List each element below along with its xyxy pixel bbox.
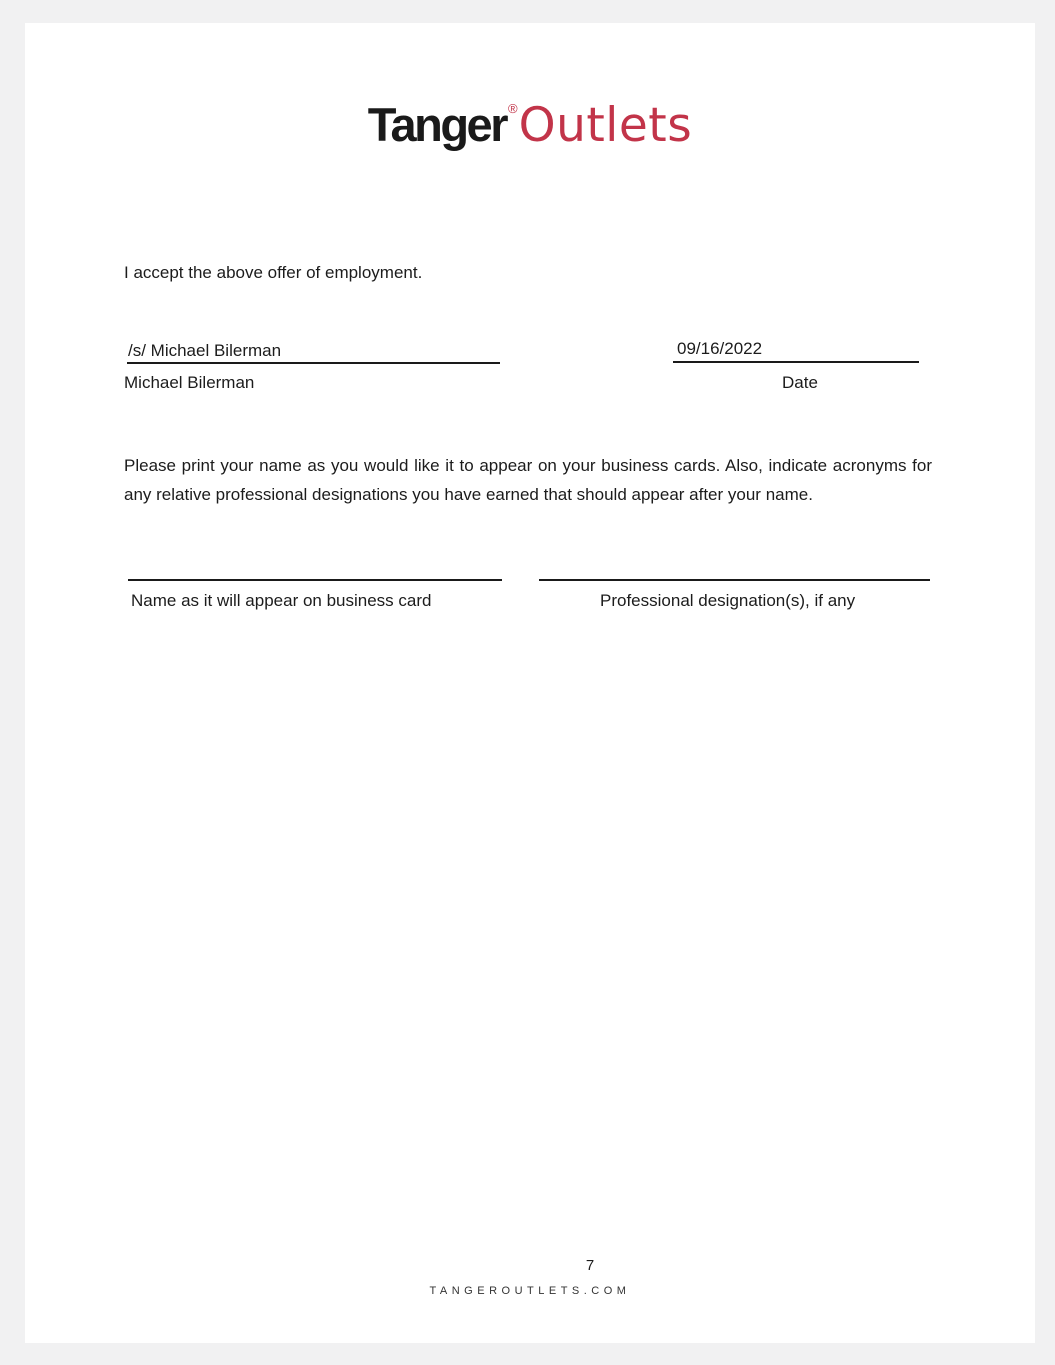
date-value: 09/16/2022 [677, 339, 763, 358]
document-page [25, 23, 1035, 1343]
signature-underline [127, 362, 500, 364]
professional-designation-label: Professional designation(s), if any [600, 591, 856, 610]
signature-printed-name: Michael Bilerman [124, 373, 255, 392]
signature-value: /s/ Michael Bilerman [128, 341, 282, 360]
professional-designation-underline [539, 579, 930, 581]
page-number: 7 [585, 1257, 595, 1274]
footer-website: TANGEROUTLETS.COM [429, 1285, 631, 1297]
date-label: Date [782, 373, 818, 392]
acceptance-statement: I accept the above offer of employment. [124, 263, 423, 282]
logo-outlets-text: Outlets [518, 98, 693, 153]
business-card-name-underline [128, 579, 502, 581]
date-underline [673, 361, 919, 363]
tanger-outlets-logo [25, 98, 1035, 153]
logo-tanger-text: Tanger [367, 98, 506, 151]
registered-trademark-icon: ® [508, 101, 518, 116]
business-card-instructions: Please print your name as you would like it to appear on your business cards. Also, indicate acronyms for any relative professional designations you have earned that should appear after your name. [124, 456, 932, 504]
business-card-name-label: Name as it will appear on business card [131, 591, 432, 610]
